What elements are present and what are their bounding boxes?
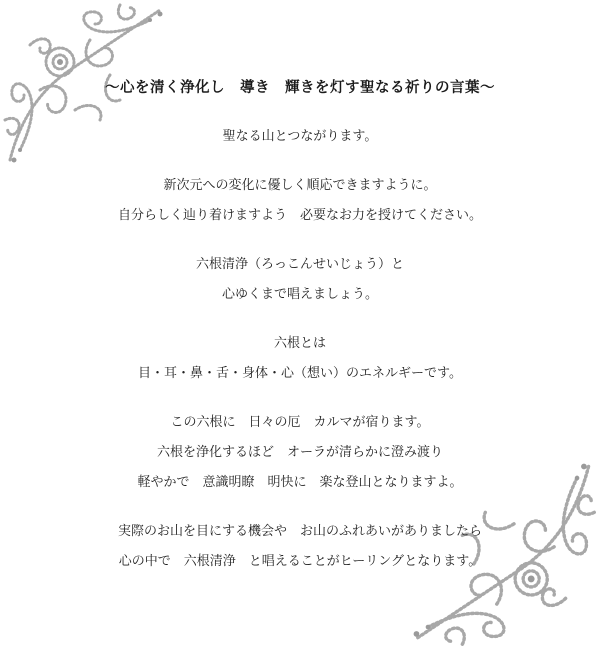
text-line: 目・耳・鼻・舌・身体・心（想い）のエネルギーです。 bbox=[138, 366, 462, 381]
paragraph bbox=[0, 122, 600, 152]
text-line: 聖なる山とつながります。 bbox=[222, 129, 378, 144]
paragraph bbox=[0, 329, 600, 389]
text-line: この六根に 日々の厄 カルマが宿ります。 bbox=[170, 415, 430, 430]
text-line: 心の中で 六根清浄 と唱えることがヒーリングとなります。 bbox=[118, 554, 482, 569]
prayer-text bbox=[0, 122, 600, 596]
text-line: 新次元への変化に優しく順応できますように。 bbox=[163, 178, 437, 193]
text-line: 心ゆくまで唱えましょう。 bbox=[221, 287, 378, 302]
text-line: 六根清浄（ろっこんせいじょう）と bbox=[195, 257, 404, 272]
text-line: 六根を浄化するほど オーラが清らかに澄み渡り bbox=[156, 445, 443, 460]
text-line: 実際のお山を目にする機会や お山のふれあいがありましたら bbox=[117, 524, 482, 539]
paragraph bbox=[0, 408, 600, 498]
paragraph bbox=[0, 250, 600, 310]
text-line: 六根とは bbox=[273, 336, 326, 351]
text-line: 自分らしく辿り着けますよう 必要なお力を授けてください。 bbox=[117, 208, 482, 223]
page-title: ～心を清く浄化し 導き 輝きを灯す聖なる祈りの言葉～ bbox=[105, 79, 495, 96]
paragraph bbox=[0, 171, 600, 231]
text-line: 軽やかで 意識明瞭 明快に 楽な登山となりますよ。 bbox=[137, 475, 463, 490]
paragraph bbox=[0, 517, 600, 577]
